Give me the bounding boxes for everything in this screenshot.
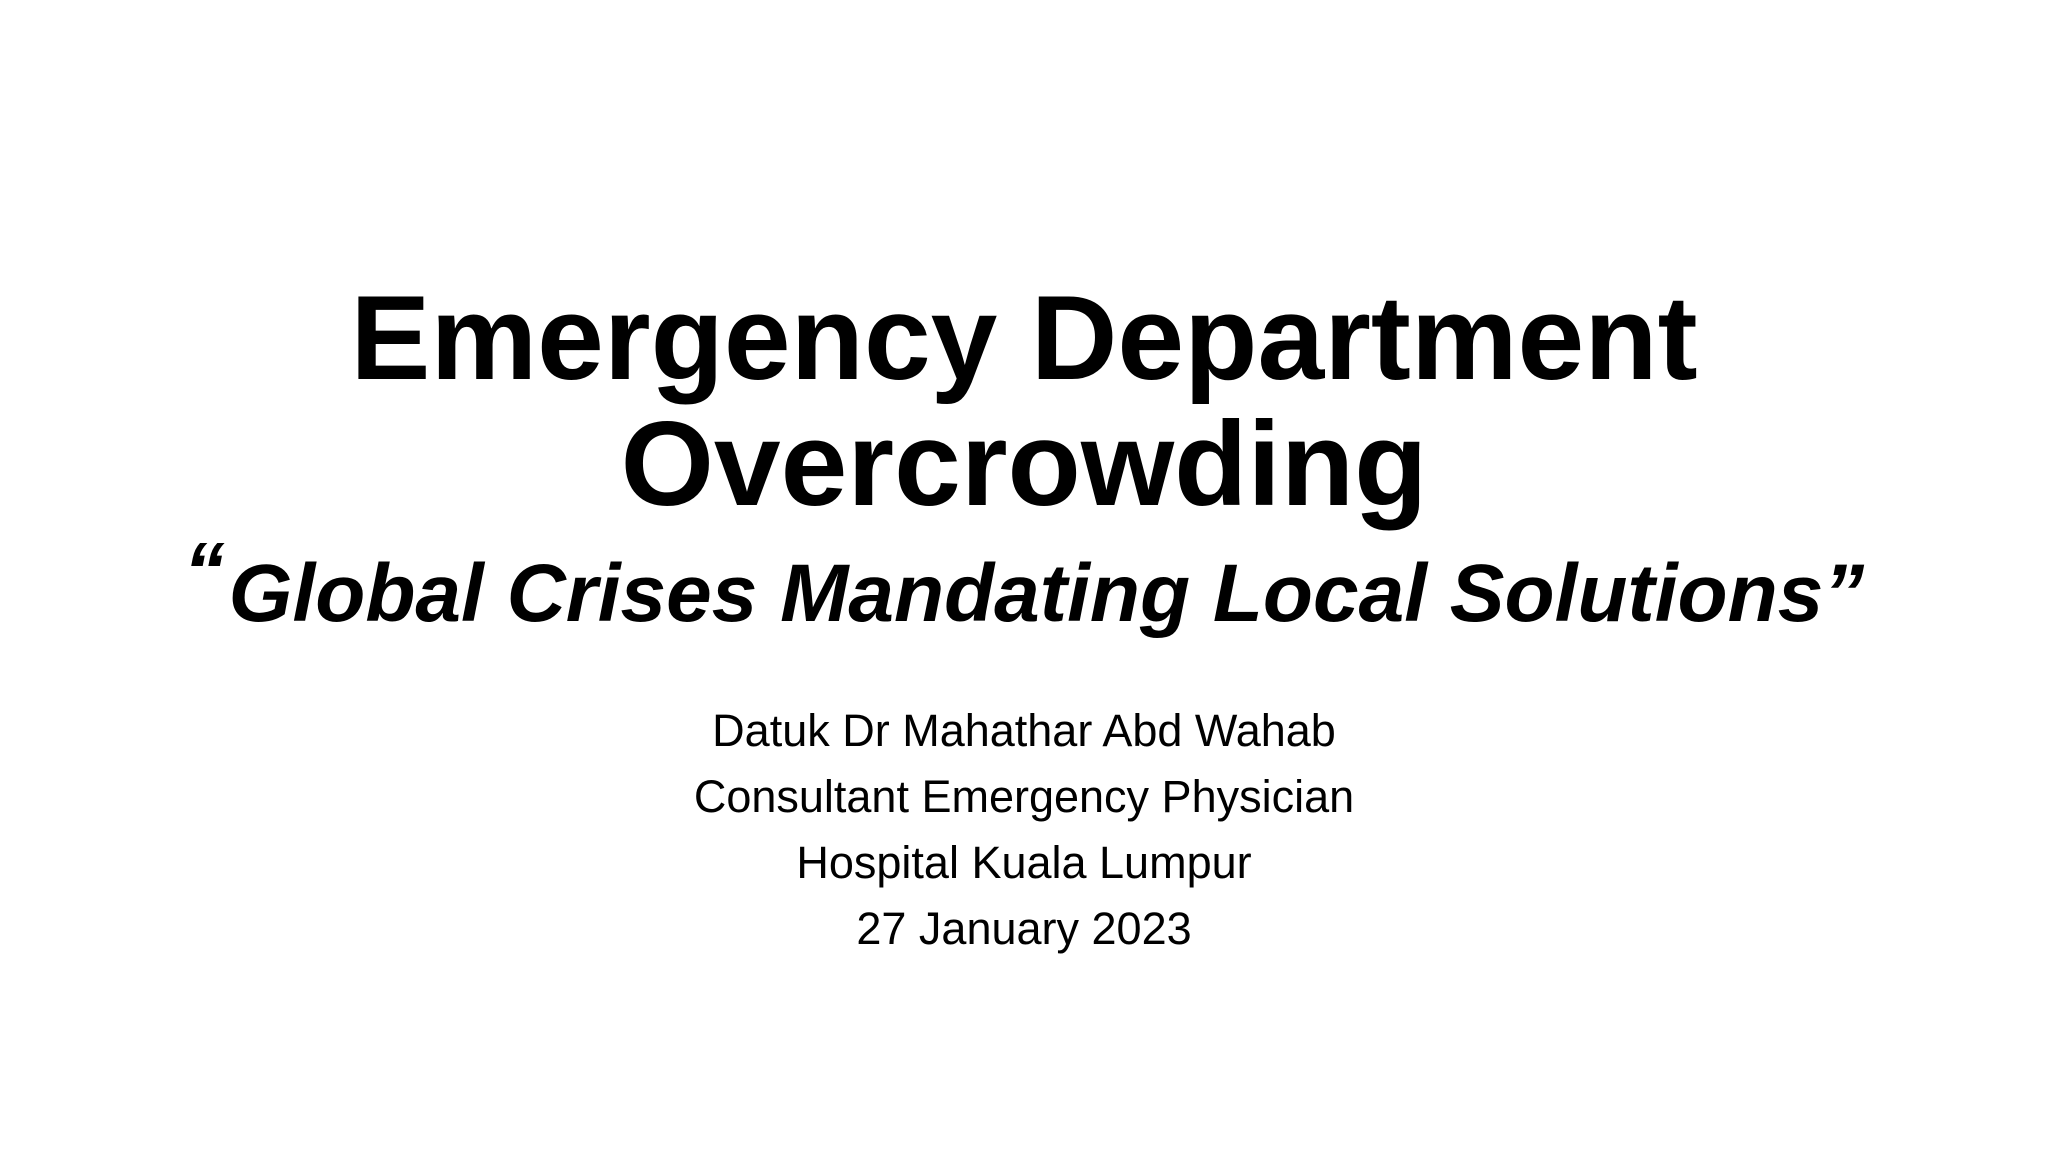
slide-subtitle — [0, 526, 2048, 640]
author-role: Consultant Emergency Physician — [693, 771, 1355, 822]
subtitle-open-quote: “ — [183, 526, 225, 617]
title-line-2: Overcrowding — [620, 397, 1428, 531]
author-institution: Hospital Kuala Lumpur — [796, 837, 1252, 888]
subtitle-text: Global Crises Mandating Local Solutions” — [228, 548, 1865, 639]
author-block — [0, 698, 2048, 962]
title-line-1: Emergency Department — [350, 271, 1698, 405]
presentation-date: 27 January 2023 — [856, 903, 1192, 954]
slide-title — [0, 271, 2048, 531]
author-name: Datuk Dr Mahathar Abd Wahab — [712, 705, 1336, 756]
